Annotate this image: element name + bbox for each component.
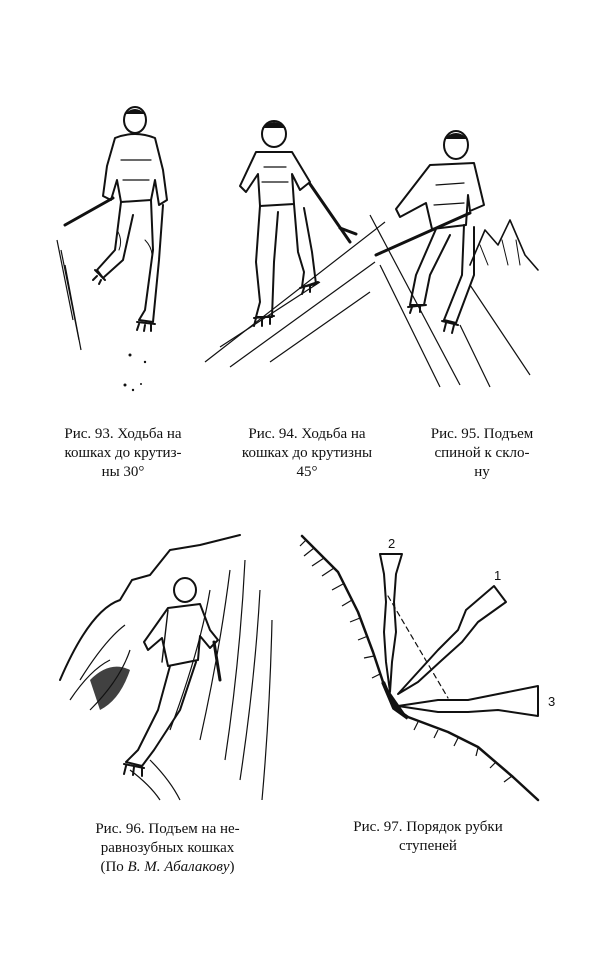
- caption-line: 45°: [296, 464, 318, 480]
- figure-95-illustration: [370, 125, 540, 395]
- diagram-label-1: 1: [494, 568, 502, 583]
- caption-line: [55, 858, 280, 877]
- caption-line: равнозубных кошках: [100, 840, 235, 856]
- caption-line: кошках до крутизны: [241, 445, 373, 461]
- caption-line: ступеней: [399, 838, 457, 854]
- caption-line: ны 30°: [101, 464, 145, 480]
- caption-suffix: ): [229, 859, 235, 875]
- figure-94-illustration: [200, 112, 390, 370]
- caption-line: спиной к скло-: [434, 445, 530, 461]
- caption-author: В. М. Абалакову: [127, 859, 230, 875]
- caption-line: Рис. 96. Подъем на не-: [95, 821, 240, 837]
- figure-94-caption: [222, 425, 392, 482]
- caption-line: Рис. 95. Подъем: [430, 426, 534, 442]
- caption-line: Рис. 93. Ходьба на: [64, 426, 182, 442]
- diagram-label-2: 2: [388, 536, 396, 551]
- figure-93-illustration: [55, 100, 185, 400]
- caption-prefix: (По: [100, 859, 128, 875]
- caption-line: Рис. 97. Порядок рубки: [353, 819, 503, 835]
- caption-line: Рис. 94. Ходьба на: [248, 426, 366, 442]
- figure-93-caption: [48, 425, 198, 482]
- figure-96-caption: [55, 820, 280, 877]
- figure-97-diagram: [298, 532, 568, 802]
- figure-96-illustration: [50, 530, 280, 810]
- figure-97-caption: [318, 818, 538, 856]
- caption-line: ну: [474, 464, 490, 480]
- diagram-label-3: 3: [548, 694, 556, 709]
- figure-95-caption: [412, 425, 552, 482]
- caption-line: кошках до крутиз-: [64, 445, 182, 461]
